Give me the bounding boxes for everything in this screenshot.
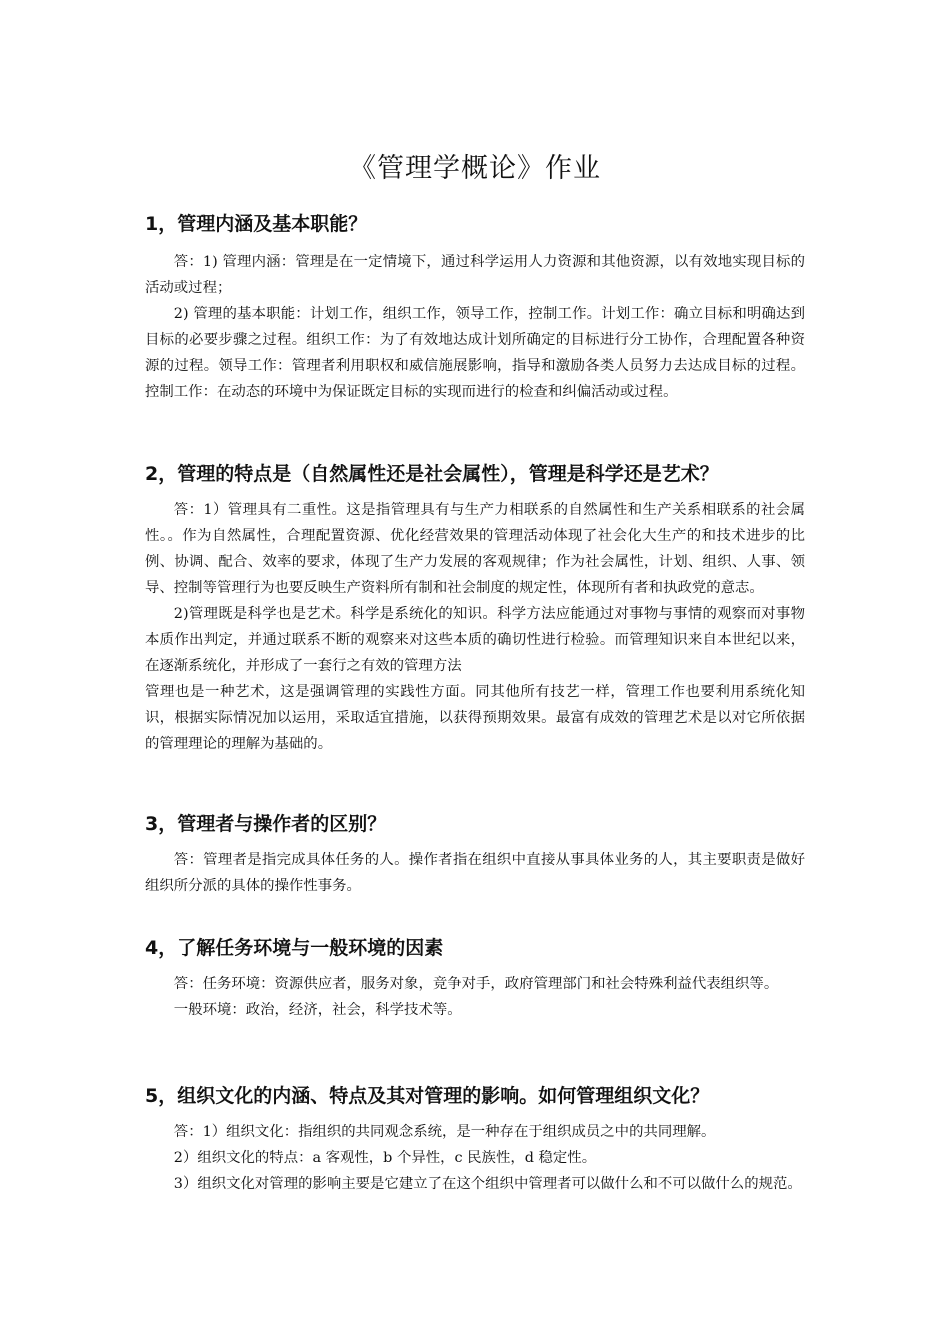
- answer-5-paragraph-1: 答：1）组织文化：指组织的共同观念系统，是一种存在于组织成员之中的共同理解。: [173, 1124, 716, 1140]
- question-2-heading: 2，管理的特点是（自然属性还是社会属性），管理是科学还是艺术？: [145, 463, 719, 485]
- answer-5-paragraph-2: 2）组织文化的特点：a 客观性，b 个异性，c 民族性，d 稳定性。: [173, 1150, 597, 1166]
- answer-1-paragraph-2: 2) 管理的基本职能：计划工作，组织工作，领导工作，控制工作。计划工作：确立目标和明确达到目标的必要步骤之过程。组织工作：为了有效地达成计划所确定的目标进行分工协作，合理配置各种资源的过程。领导工作：管理者利用职权和威信施展影响，指导和激励各类人员努力去达成目标的过程。控制工作：在动态的环境中为保证既定目标的实现而进行的检查和纠偏活动或过程。: [145, 306, 805, 400]
- question-5-heading: 5，组织文化的内涵、特点及其对管理的影响。如何管理组织文化？: [145, 1085, 710, 1107]
- question-4-heading: 4，了解任务环境与一般环境的因素: [145, 937, 444, 959]
- answer-2-paragraph-3: 管理也是一种艺术，这是强调管理的实践性方面。同其他所有技艺一样，管理工作也要利用系统化知识，根据实际情况加以运用，采取适宜措施，以获得预期效果。最富有成效的管理艺术是以对它所依据的管理理论的理解为基础的。: [145, 684, 805, 752]
- question-1-heading: 1，管理内涵及基本职能？: [145, 213, 368, 235]
- question-3-heading: 3，管理者与操作者的区别？: [145, 813, 387, 835]
- document-title: 《管理学概论》作业: [349, 153, 601, 185]
- answer-1: [145, 249, 805, 405]
- answer-5: [145, 1119, 805, 1197]
- answer-5-paragraph-3: 3）组织文化对管理的影响主要是它建立了在这个组织中管理者可以做什么和不可以做什么的规范。: [173, 1176, 802, 1192]
- answer-1-paragraph-1: 答：1) 管理内涵：管理是在一定情境下，通过科学运用人力资源和其他资源，以有效地实现目标的活动或过程；: [145, 254, 805, 296]
- answer-4-paragraph-2: 一般环境：政治，经济，社会，科学技术等。: [173, 1002, 462, 1018]
- answer-3-paragraph-1: 答：管理者是指完成具体任务的人。操作者指在组织中直接从事具体业务的人，其主要职责是做好组织所分派的具体的操作性事务。: [145, 852, 805, 894]
- answer-4: [145, 971, 805, 1023]
- answer-2-paragraph-1: 答：1）管理具有二重性。这是指管理具有与生产力相联系的自然属性和生产关系相联系的社会属性。。作为自然属性，合理配置资源、优化经营效果的管理活动体现了社会化大生产的和技术进步的比例、协调、配合、效率的要求，体现了生产力发展的客观规律；作为社会属性，计划、组织、人事、领导、控制等管理行为也要反映生产资料所有制和社会制度的规定性，体现所有者和执政党的意志。: [145, 502, 805, 596]
- answer-4-paragraph-1: 答：任务环境：资源供应者，服务对象，竞争对手，政府管理部门和社会特殊利益代表组织等。: [173, 976, 779, 992]
- answer-2: [145, 497, 805, 757]
- answer-2-paragraph-2: 2)管理既是科学也是艺术。科学是系统化的知识。科学方法应能通过对事物与事情的观察而对事物本质作出判定，并通过联系不断的观察来对这些本质的确切性进行检验。而管理知识来自本世纪以来，在逐渐系统化，并形成了一套行之有效的管理方法: [145, 606, 805, 674]
- answer-3: [145, 847, 805, 899]
